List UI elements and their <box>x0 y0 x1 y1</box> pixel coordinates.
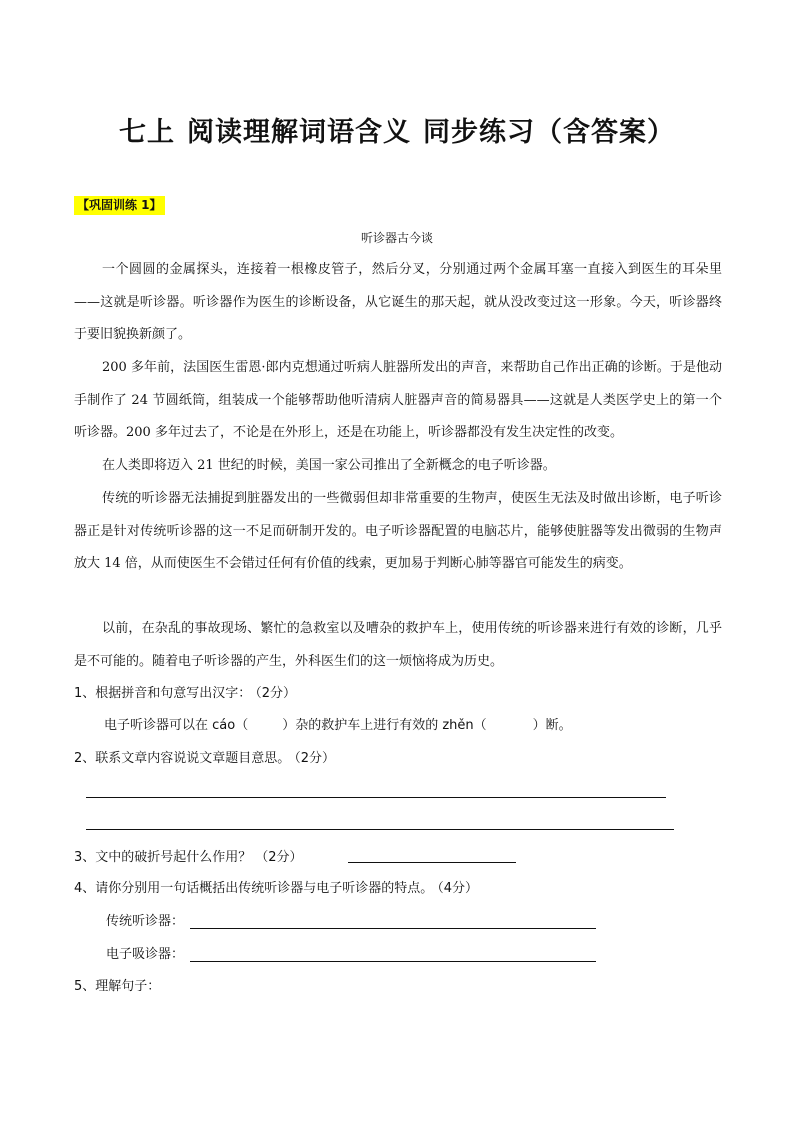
question-5-text: 5、理解句子： <box>74 979 161 994</box>
question-3 <box>74 848 303 868</box>
article-title: 听诊器古今谈 <box>360 231 433 245</box>
article-paragraph-1: 一个圆圆的金属探头，连接着一根橡皮管子，然后分叉，分别通过两个金属耳塞一直接入到医生的耳朵里——这就是听诊器。听诊器作为医生的诊断设备，从它诞生的那天起，就从没改变过这一形象。今天，听诊器终于要旧貌换新颜了。 <box>74 262 722 342</box>
question-4-text: 4、请你分别用一句话概括出传统听诊器与电子听诊器的特点。 <box>74 881 434 896</box>
question-1-sentence <box>104 716 572 736</box>
q3-answer-line[interactable] <box>348 862 516 863</box>
q4-label-electronic: 电子吸诊器： <box>106 947 185 962</box>
article-paragraph-2: 200 多年前，法国医生雷恩·郎内克想通过听病人脏器所发出的声音，来帮助自己作出正确的诊断。于是他动手制作了 24 节圆纸筒，组装成一个能够帮助他听清病人脏器声音的简易器具——这就是人类医学史上的第一个听诊器。200 多年过去了，不论是在外形上，还是在功能上，听诊器都没有发生决定性的改变。 <box>74 360 722 440</box>
q1-sentence-part-b: ）杂的救护车上进行有效的 zhěn（ <box>282 718 487 733</box>
title-grade: 七上 <box>119 117 175 148</box>
question-4-points: （4分） <box>437 881 479 896</box>
article-paragraph-5: 以前，在杂乱的事故现场、繁忙的急救室以及嘈杂的救护车上，使用传统的听诊器来进行有效的诊断，几乎是不可能的。随着电子听诊器的产生，外科医生们的这一烦恼将成为历史。 <box>74 621 722 669</box>
article-paragraph-4: 传统的听诊器无法捕捉到脏器发出的一些微弱但却非常重要的生物声，使医生无法及时做出诊断，电子听诊器正是针对传统听诊器的这一不足而研制开发的。电子听诊器配置的电脑芯片，能够使脏器等发出微弱的生物声放大 14 倍，从而使医生不会错过任何有价值的线索，更加易于判断心肺等器官可能发生的病变。 <box>74 491 722 571</box>
q1-sentence-part-c: ）断。 <box>532 718 572 733</box>
question-1-points: （2分） <box>255 686 297 701</box>
question-5 <box>74 977 160 997</box>
question-3-points: （2分） <box>255 850 303 865</box>
q4-label-traditional: 传统听诊器： <box>106 914 185 929</box>
q1-sentence-part-a: 电子听诊器可以在 cáo（ <box>104 718 249 733</box>
question-2-points: （2分） <box>294 751 336 766</box>
section-tag: 【巩固训练 1】 <box>74 196 165 215</box>
question-2 <box>74 749 335 769</box>
question-1 <box>74 684 296 704</box>
title-suffix: 同步练习（含答案） <box>423 117 675 148</box>
question-4 <box>74 879 478 899</box>
q4-answer-line-electronic[interactable] <box>190 961 596 962</box>
question-1-text: 1、根据拼音和句意写出汉字： <box>74 686 252 701</box>
title-topic: 阅读理解词语含义 <box>187 117 411 148</box>
q2-answer-line-2[interactable] <box>86 829 674 830</box>
q4-answer-line-traditional[interactable] <box>190 928 596 929</box>
page-title <box>0 110 794 149</box>
article-paragraph-3: 在人类即将迈入 21 世纪的时候，美国一家公司推出了全新概念的电子听诊器。 <box>102 458 556 473</box>
question-3-text: 3、文中的破折号起什么作用？ <box>74 850 252 865</box>
question-2-text: 2、联系文章内容说说文章题目意思。 <box>74 751 291 766</box>
q2-answer-line-1[interactable] <box>86 797 666 798</box>
